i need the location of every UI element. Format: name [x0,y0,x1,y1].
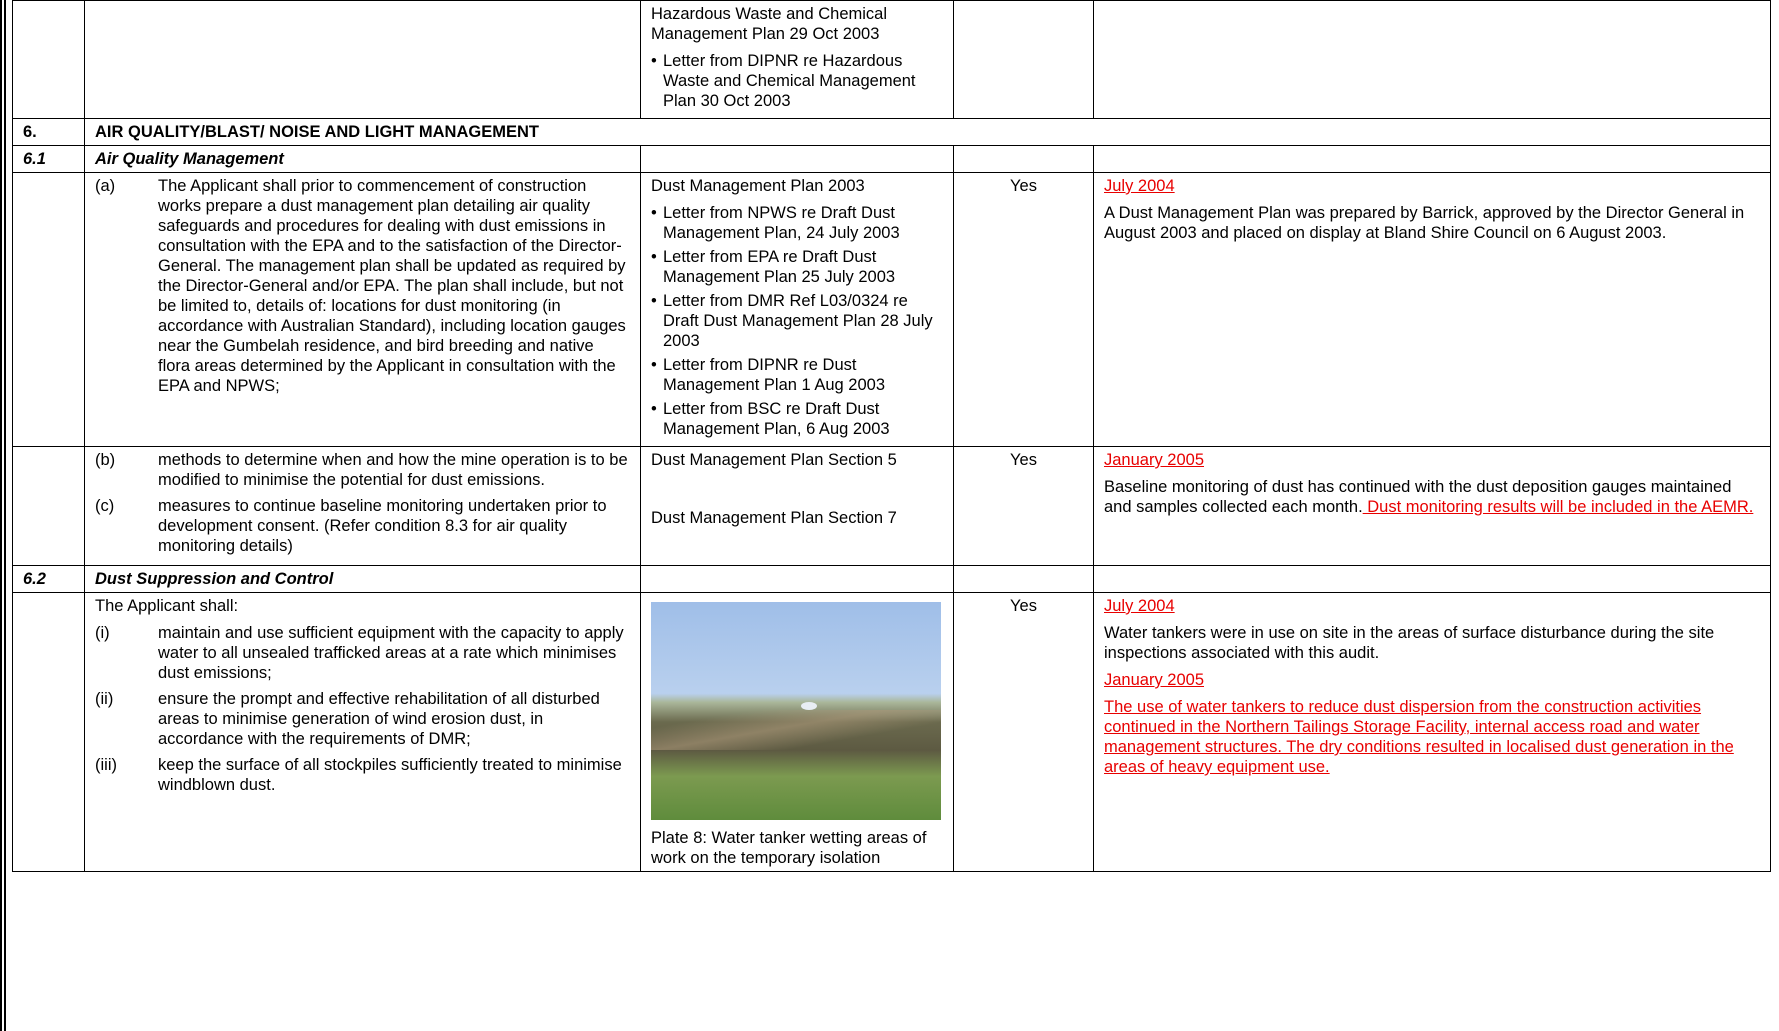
evidence-bullet: • Letter from DMR Ref L03/0324 re Draft Dust Management Plan 28 July 2003 [651,291,943,351]
cell-comment [1094,593,1771,872]
item-text: keep the surface of all stockpiles sufficiently treated to minimise windblown dust. [158,756,622,794]
comment-text: Water tankers were in use on site in the areas of surface disturbance during the site inspections associated with this audit. [1104,624,1715,662]
item-label: (a) [95,177,116,195]
cell-num [13,1,85,119]
cell-condition [85,1,641,119]
cell-comment [1094,1,1771,119]
table-row [13,173,1771,447]
comment-text [1104,477,1760,517]
plate-photo [651,602,941,820]
cell-compliance [954,566,1094,593]
compliance-status: Yes [954,447,1094,566]
cell-compliance [954,146,1094,173]
comment-date: January 2005 [1104,671,1204,689]
table-row [13,447,1771,566]
cell-evidence [641,566,954,593]
evidence-bullet: • Letter from DIPNR re Hazardous Waste and Chemical Management Plan 30 Oct 2003 [651,51,943,111]
cell-num [13,447,85,566]
page-margin-line [4,0,6,1031]
item-label: (ii) [95,690,114,708]
page-margin-line [0,0,2,1031]
item-text: The Applicant shall prior to commencement of construction works prepare a dust management plan detailing air quality safeguards and procedures for dealing with dust emissions in consultation with the EPA and to the satisfaction of the Director-General. The management plan shall be updated as required by the Director-General and/or EPA. The plan shall include, but not be limited to, details of: locations for dust monitoring (in accordance with Australian Standard), including location gauges near the Gumbelah residence, and bird breeding and native flora areas determined by the Applicant in consultation with the EPA and NPWS; [158,177,626,395]
comment-text-black: Baseline monitoring of dust has continued with the dust deposition gauges maintained and samples collected each month. [1104,478,1732,516]
cell-num [13,173,85,447]
table-row [13,1,1771,119]
comment-date: July 2004 [1104,597,1175,615]
cell-condition [85,173,641,447]
cell-condition [85,447,641,566]
photo-road [651,710,941,750]
comment-text-red: The use of water tankers to reduce dust dispersion from the construction activities continued in the Northern Tailings Storage Facility, internal access road and water management structures. The dry conditions resulted in localised dust generation in the areas of heavy equipment use. [1104,698,1734,776]
subsection-heading-row [13,146,1771,173]
evidence-line: Dust Management Plan Section 5 [651,451,897,469]
item-label: (iii) [95,756,117,774]
section-heading-row [13,119,1771,146]
item-text: ensure the prompt and effective rehabilitation of all disturbed areas to minimise generation of wind erosion dust, in accordance with the requirements of DMR; [158,690,600,748]
cell-comment [1094,566,1771,593]
cell-evidence [641,447,954,566]
evidence-bullet: • Letter from EPA re Draft Dust Management Plan 25 July 2003 [651,247,943,287]
cell-comment [1094,447,1771,566]
compliance-status: Yes [954,173,1094,447]
subsection-title: Dust Suppression and Control [85,566,641,593]
section-title: AIR QUALITY/BLAST/ NOISE AND LIGHT MANAGEMENT [85,119,1771,146]
evidence-line: Dust Management Plan Section 7 [651,509,897,527]
cell-compliance [954,1,1094,119]
item-text: measures to continue baseline monitoring undertaken prior to development consent. (Refer condition 8.3 for air quality monitoring details) [158,497,607,555]
plate-caption: Plate 8: Water tanker wetting areas of work on the temporary isolation [651,829,927,867]
comment-text-red: Dust monitoring results will be included in the AEMR. [1362,498,1754,516]
evidence-line: Hazardous Waste and Chemical Management Plan 29 Oct 2003 [651,5,887,43]
cell-evidence [641,146,954,173]
cell-evidence [641,593,954,872]
section-number: 6. [13,119,85,146]
item-label: (b) [95,451,116,469]
item-label: (i) [95,624,110,642]
comment-text: A Dust Management Plan was prepared by Barrick, approved by the Director General in August 2003 and placed on display at Bland Shire Council on 6 August 2003. [1104,204,1745,242]
evidence-bullet: • Letter from NPWS re Draft Dust Management Plan, 24 July 2003 [651,203,943,243]
cell-evidence [641,173,954,447]
item-intro: The Applicant shall: [95,597,239,615]
item-text: maintain and use sufficient equipment with the capacity to apply water to all unsealed trafficked areas at a rate which minimises dust emissions; [158,624,624,682]
cell-num [13,593,85,872]
photo-water-spray [801,702,817,710]
evidence-line: Dust Management Plan 2003 [651,177,865,195]
cell-evidence [641,1,954,119]
cell-comment [1094,173,1771,447]
item-label: (c) [95,497,115,515]
subsection-number: 6.2 [13,566,85,593]
compliance-status: Yes [954,593,1094,872]
comment-date: January 2005 [1104,451,1204,469]
subsection-title: Air Quality Management [85,146,641,173]
subsection-heading-row [13,566,1771,593]
subsection-number: 6.1 [13,146,85,173]
compliance-table [12,0,1771,872]
item-text: methods to determine when and how the mine operation is to be modified to minimise the potential for dust emissions. [158,451,628,489]
comment-date: July 2004 [1104,177,1175,195]
cell-comment [1094,146,1771,173]
cell-condition [85,593,641,872]
table-row [13,593,1771,872]
evidence-bullet: • Letter from BSC re Draft Dust Management Plan, 6 Aug 2003 [651,399,943,439]
evidence-bullet: • Letter from DIPNR re Dust Management Plan 1 Aug 2003 [651,355,943,395]
